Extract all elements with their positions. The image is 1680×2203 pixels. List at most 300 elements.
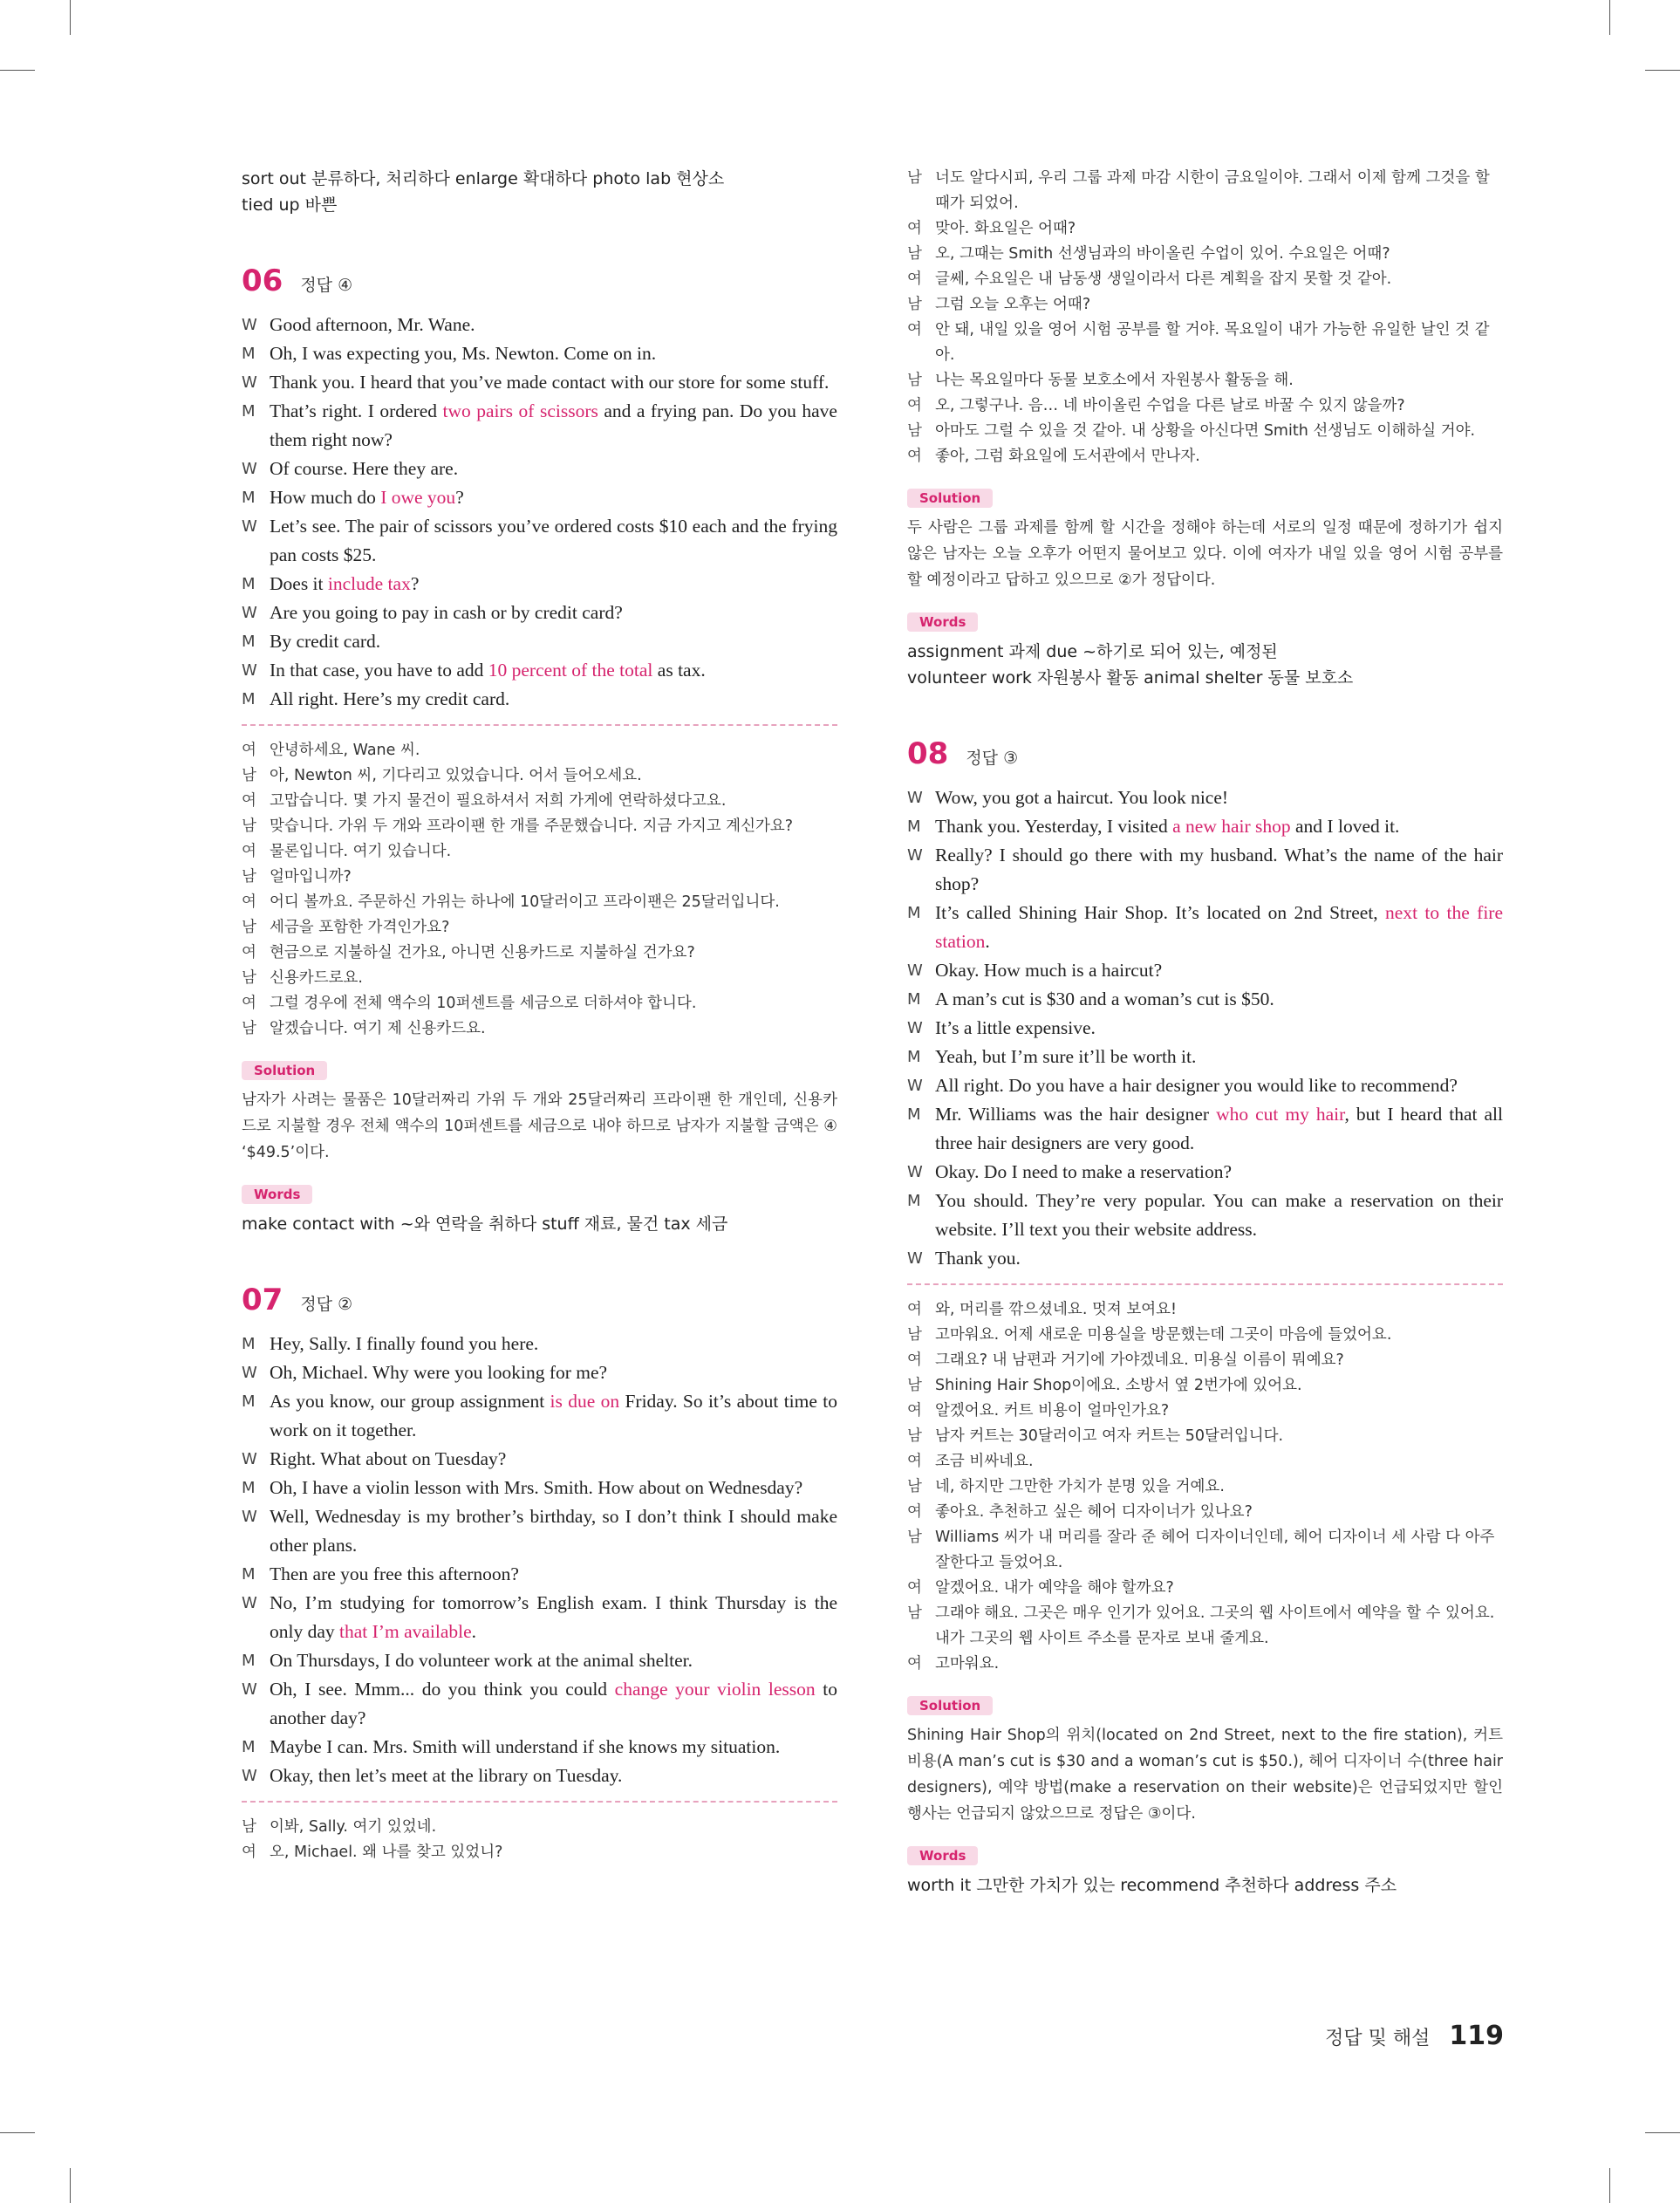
speaker-label: 남 xyxy=(907,1604,922,1622)
dialogue-text xyxy=(270,1387,837,1445)
highlighted-phrase: that I’m available xyxy=(339,1621,472,1642)
speaker-label: M xyxy=(242,1565,256,1584)
translation-text: 그래야 해요. 그곳은 매우 인기가 있어요. 그곳의 웹 사이트에서 예약을 할 수 있어요. 내가 그곳의 웹 사이트 주소를 문자로 보내 줄게요. xyxy=(935,1604,1495,1647)
translation-text: 오, Michael. 왜 나를 찾고 있었니? xyxy=(270,1844,503,1861)
dialogue-text-part: ? xyxy=(410,573,420,594)
dialogue-text-part: All right. Here’s my credit card. xyxy=(270,688,510,709)
translation-text: 어디 볼까요. 주문하신 가위는 하나에 10달러이고 프라이팬은 25달러입니다. xyxy=(270,893,780,911)
translation-line xyxy=(907,1449,1503,1474)
speaker-label: 남 xyxy=(242,1020,256,1037)
translation-text: 고마워요. 어제 새로운 미용실을 방문했는데 그곳이 마음에 들었어요. xyxy=(935,1326,1392,1344)
speaker-label: M xyxy=(242,1392,256,1411)
dialogue-text-part: Okay, then let’s meet at the library on Tuesday. xyxy=(270,1765,623,1786)
speaker-label: M xyxy=(242,1738,256,1756)
speaker-label: 여 xyxy=(242,893,256,911)
translation-line xyxy=(907,1424,1503,1449)
speaker-label: M xyxy=(242,575,256,593)
words-badge: Words xyxy=(242,1185,312,1204)
question-06-header xyxy=(242,263,837,298)
speaker-label: M xyxy=(907,904,921,922)
translation-text: 그럼 오늘 오후는 어때? xyxy=(935,296,1091,313)
q06-dialogue xyxy=(242,311,837,714)
translation-text: 조금 비싸네요. xyxy=(935,1453,1034,1470)
translation-line xyxy=(242,814,837,839)
dialogue-text xyxy=(935,1187,1503,1244)
dialogue-text-part: Okay. How much is a haircut? xyxy=(935,960,1163,981)
translation-line xyxy=(907,1652,1503,1677)
dialogue-text xyxy=(935,1014,1503,1043)
dialogue-text xyxy=(270,1445,837,1474)
q07-translation-part2 xyxy=(907,166,1503,469)
dialogue-text-part: Let’s see. The pair of scissors you’ve ordered costs $10 each and the frying pan costs $25. xyxy=(270,516,837,565)
top-words-line: tied up 바쁜 xyxy=(242,195,338,215)
translation-line xyxy=(242,738,837,763)
speaker-label: 여 xyxy=(907,1579,922,1597)
speaker-label: W xyxy=(242,1680,257,1699)
translation-text: 안 돼, 내일 있을 영어 시험 공부를 할 거야. 목요일이 내가 가능한 유일한 날인 것 같아. xyxy=(935,321,1490,364)
translation-line xyxy=(907,419,1503,444)
highlighted-phrase: who cut my hair xyxy=(1216,1104,1345,1125)
dialogue-text-part: Thank you. I heard that you’ve made contact with our store for some stuff. xyxy=(270,372,830,393)
dialogue-line xyxy=(242,1502,837,1560)
translation-line xyxy=(242,763,837,789)
translation-text: 너도 알다시피, 우리 그룹 과제 마감 시한이 금요일이야. 그래서 이제 함께 그것을 할 때가 되었어. xyxy=(935,169,1490,212)
speaker-label: 여 xyxy=(242,995,256,1012)
dialogue-text-part: It’s a little expensive. xyxy=(935,1017,1096,1038)
dialogue-text xyxy=(935,1100,1503,1158)
speaker-label: M xyxy=(242,1335,256,1353)
translation-line xyxy=(242,941,837,966)
speaker-label: 남 xyxy=(907,1377,922,1394)
dialogue-text-part: Are you going to pay in cash or by credit card? xyxy=(270,602,623,623)
crop-mark xyxy=(1645,2132,1680,2133)
translation-line xyxy=(907,1297,1503,1323)
speaker-label: 여 xyxy=(907,1453,922,1470)
speaker-label: W xyxy=(242,373,257,392)
speaker-label: W xyxy=(242,1364,257,1382)
speaker-label: W xyxy=(907,961,923,980)
dialogue-text xyxy=(270,1675,837,1733)
dialogue-text xyxy=(935,1244,1503,1273)
speaker-label: W xyxy=(242,1450,257,1468)
crop-mark xyxy=(0,2132,35,2133)
dashed-divider xyxy=(242,724,837,726)
speaker-label: 여 xyxy=(242,742,256,759)
dialogue-line xyxy=(907,1158,1503,1187)
page-footer xyxy=(1325,2021,1504,2051)
translation-line xyxy=(907,1500,1503,1525)
dialogue-text-part: Okay. Do I need to make a reservation? xyxy=(935,1161,1233,1182)
dialogue-line xyxy=(242,455,837,483)
dialogue-text-part: Maybe I can. Mrs. Smith will understand if she knows my situation. xyxy=(270,1736,781,1757)
dialogue-line xyxy=(242,627,837,656)
speaker-label: 여 xyxy=(907,1402,922,1420)
dialogue-text xyxy=(270,397,837,455)
dialogue-text-part: How much do xyxy=(270,487,381,508)
dialogue-line xyxy=(242,1646,837,1675)
question-number: 08 xyxy=(907,736,949,771)
question-08-header xyxy=(907,736,1503,771)
dialogue-text xyxy=(270,1358,837,1387)
q06-solution-text: 남자가 사려는 물품은 10달러짜리 가위 두 개와 25달러짜리 프라이팬 한 개인데, 신용카드로 지불할 경우 전체 액수의 10퍼센트를 세금으로 내야 하므로 남자가 지불할 금액은 ④ ‘$49.5’이다. xyxy=(242,1091,837,1161)
speaker-label: W xyxy=(907,1163,923,1181)
translation-line xyxy=(242,890,837,915)
translation-text: 얼마입니까? xyxy=(270,868,352,886)
translation-line xyxy=(907,1323,1503,1348)
speaker-label: M xyxy=(907,818,921,836)
dialogue-text xyxy=(270,1560,837,1589)
translation-text: 현금으로 지불하실 건가요, 아니면 신용카드로 지불하실 건가요? xyxy=(270,944,695,961)
translation-text: 이봐, Sally. 여기 있었네. xyxy=(270,1818,437,1836)
speaker-label: 여 xyxy=(907,397,922,414)
dialogue-line xyxy=(242,1387,837,1445)
translation-text: 네, 하지만 그만한 가치가 분명 있을 거예요. xyxy=(935,1478,1225,1495)
translation-line xyxy=(242,1815,837,1840)
answer-label: 정답 ④ xyxy=(300,276,353,295)
translation-line xyxy=(907,242,1503,267)
dialogue-text-part: On Thursdays, I do volunteer work at the animal shelter. xyxy=(270,1650,693,1671)
speaker-label: M xyxy=(907,1048,921,1066)
words-badge: Words xyxy=(907,1846,978,1865)
speaker-label: 여 xyxy=(242,792,256,810)
dialogue-text xyxy=(270,483,837,512)
translation-line xyxy=(242,1840,837,1865)
translation-line xyxy=(242,839,837,865)
dialogue-text-part: It’s called Shining Hair Shop. It’s located on 2nd Street, xyxy=(935,902,1386,923)
dialogue-text-part: Really? I should go there with my husband. What’s the name of the hair shop? xyxy=(935,845,1503,894)
speaker-label: M xyxy=(242,402,256,421)
dialogue-text xyxy=(270,455,837,483)
dialogue-line xyxy=(242,1762,837,1790)
dialogue-text-part: By credit card. xyxy=(270,631,381,652)
speaker-label: W xyxy=(242,604,257,622)
crop-mark xyxy=(0,70,35,71)
speaker-label: M xyxy=(242,1652,256,1670)
speaker-label: W xyxy=(242,316,257,334)
crop-mark xyxy=(70,0,71,35)
dialogue-text xyxy=(935,783,1503,812)
crop-mark xyxy=(1609,0,1610,35)
crop-mark xyxy=(1645,70,1680,71)
speaker-label: 여 xyxy=(907,321,922,339)
speaker-label: 여 xyxy=(907,270,922,288)
speaker-label: W xyxy=(242,460,257,478)
translation-text: 나는 목요일마다 동물 보호소에서 자원봉사 활동을 해. xyxy=(935,372,1294,389)
speaker-label: M xyxy=(242,633,256,651)
dialogue-text-part: Mr. Williams was the hair designer xyxy=(935,1104,1217,1125)
translation-text: 아마도 그럴 수 있을 것 같아. 내 상황을 아신다면 Smith 선생님도 이해하실 거야. xyxy=(935,422,1476,440)
dialogue-text-part: In that case, you have to add xyxy=(270,660,488,681)
speaker-label: 여 xyxy=(242,843,256,860)
translation-text: 그럴 경우에 전체 액수의 10퍼센트를 세금으로 더하셔야 합니다. xyxy=(270,995,697,1012)
speaker-label: W xyxy=(242,661,257,680)
dialogue-text xyxy=(935,1071,1503,1100)
dialogue-line xyxy=(242,483,837,512)
translation-line xyxy=(907,1474,1503,1500)
dialogue-text-part: That’s right. I ordered xyxy=(270,400,443,421)
translation-text: Shining Hair Shop이에요. 소방서 옆 2번가에 있어요. xyxy=(935,1377,1302,1394)
translation-line xyxy=(907,1399,1503,1424)
translation-text: 맞습니다. 가위 두 개와 프라이팬 한 개를 주문했습니다. 지금 가지고 계신가요? xyxy=(270,818,794,835)
q07-words-text: volunteer work 자원봉사 활동 animal shelter 동물 보호소 xyxy=(907,668,1354,688)
speaker-label: 남 xyxy=(907,1427,922,1445)
dialogue-text xyxy=(270,1733,837,1762)
translation-line xyxy=(907,368,1503,393)
speaker-label: 여 xyxy=(907,1301,922,1318)
dialogue-text-part: Well, Wednesday is my brother’s birthday, so I don’t think I should make other plans. xyxy=(270,1506,837,1556)
dialogue-text xyxy=(270,656,837,685)
translation-line xyxy=(907,292,1503,318)
crop-mark xyxy=(70,2168,71,2203)
speaker-label: 남 xyxy=(907,1326,922,1344)
question-number: 07 xyxy=(242,1283,283,1317)
dialogue-text xyxy=(270,368,837,397)
speaker-label: W xyxy=(907,1019,923,1037)
dialogue-text-part: Wow, you got a haircut. You look nice! xyxy=(935,787,1229,808)
dialogue-line xyxy=(907,1071,1503,1100)
dialogue-text-part: Oh, Michael. Why were you looking for me? xyxy=(270,1362,608,1383)
translation-text: 와, 머리를 깎으셨네요. 멋져 보여요! xyxy=(935,1301,1178,1318)
dialogue-text-part: Thank you. xyxy=(935,1248,1021,1269)
speaker-label: 남 xyxy=(907,296,922,313)
translation-line xyxy=(242,966,837,991)
speaker-label: W xyxy=(907,846,923,865)
page-number: 119 xyxy=(1449,2021,1504,2051)
translation-line xyxy=(907,318,1503,368)
solution-badge: Solution xyxy=(907,1696,993,1715)
speaker-label: M xyxy=(242,345,256,363)
dialogue-line xyxy=(242,685,837,714)
translation-text: 맞아. 화요일은 어때? xyxy=(935,220,1076,237)
dialogue-line xyxy=(907,1187,1503,1244)
q07-translation-part1 xyxy=(242,1815,837,1865)
q07-dialogue xyxy=(242,1330,837,1790)
speaker-label: 남 xyxy=(242,969,256,987)
dashed-divider xyxy=(907,1283,1503,1285)
dialogue-text-part: . xyxy=(985,931,990,952)
translation-text: 세금을 포함한 가격인가요? xyxy=(270,919,450,936)
dialogue-text xyxy=(935,1043,1503,1071)
highlighted-phrase: next to the fire station xyxy=(935,902,1504,952)
dialogue-text-part: Yeah, but I’m sure it’ll be worth it. xyxy=(935,1046,1197,1067)
speaker-label: W xyxy=(907,789,923,807)
dialogue-text-part: as tax. xyxy=(652,660,706,681)
dialogue-text xyxy=(270,1762,837,1790)
dialogue-text-part: ? xyxy=(455,487,464,508)
dialogue-text-part: Thank you. Yesterday, I visited xyxy=(935,816,1173,837)
translation-text: 물론입니다. 여기 있습니다. xyxy=(270,843,452,860)
answer-label: 정답 ② xyxy=(300,1295,353,1314)
q06-words-text: make contact with ~와 연락을 취하다 stuff 재료, 물건 tax 세금 xyxy=(242,1214,728,1234)
translation-line xyxy=(907,1525,1503,1576)
dialogue-text-part: and I loved it. xyxy=(1290,816,1400,837)
highlighted-phrase: two pairs of scissors xyxy=(442,400,598,421)
dialogue-text xyxy=(270,311,837,339)
dialogue-text-part: and a frying pan. Do you have them right now? xyxy=(270,400,837,450)
translation-text: 좋아, 그럼 화요일에 도서관에서 만나자. xyxy=(935,448,1200,465)
speaker-label: 남 xyxy=(907,245,922,263)
words-badge: Words xyxy=(907,612,978,632)
translation-line xyxy=(907,166,1503,216)
dialogue-text-part: Hey, Sally. I finally found you here. xyxy=(270,1333,539,1354)
crop-mark xyxy=(1609,2168,1610,2203)
dialogue-text xyxy=(270,1330,837,1358)
translation-text: 글쎄, 수요일은 내 남동생 생일이라서 다른 계획을 잡지 못할 것 같아. xyxy=(935,270,1392,288)
dialogue-text-part: Oh, I was expecting you, Ms. Newton. Come on in. xyxy=(270,343,657,364)
speaker-label: M xyxy=(907,990,921,1009)
dialogue-text-part: Friday. So it’s about time to work on it together. xyxy=(270,1391,837,1440)
translation-line xyxy=(907,393,1503,419)
speaker-label: 남 xyxy=(907,169,922,187)
dialogue-text xyxy=(270,1474,837,1502)
dialogue-line xyxy=(907,1043,1503,1071)
question-number: 06 xyxy=(242,263,283,298)
speaker-label: 남 xyxy=(242,919,256,936)
dialogue-text-part: Of course. Here they are. xyxy=(270,458,459,479)
translation-line xyxy=(907,216,1503,242)
translation-text: 알겠어요. 내가 예약을 해야 할까요? xyxy=(935,1579,1174,1597)
dialogue-line xyxy=(242,1445,837,1474)
dialogue-text xyxy=(935,812,1503,841)
highlighted-phrase: a new hair shop xyxy=(1172,816,1291,837)
dialogue-text-part: Then are you free this afternoon? xyxy=(270,1563,519,1584)
dialogue-text xyxy=(935,956,1503,985)
dialogue-text xyxy=(270,512,837,570)
speaker-label: W xyxy=(242,1767,257,1785)
dialogue-line xyxy=(242,512,837,570)
dialogue-text xyxy=(270,570,837,599)
speaker-label: 남 xyxy=(907,422,922,440)
speaker-label: 남 xyxy=(242,818,256,835)
dialogue-text-part: . xyxy=(471,1621,477,1642)
answer-label: 정답 ③ xyxy=(966,749,1019,768)
dialogue-line xyxy=(242,339,837,368)
solution-badge: Solution xyxy=(242,1061,327,1080)
speaker-label: M xyxy=(242,489,256,507)
translation-line xyxy=(907,1601,1503,1652)
speaker-label: W xyxy=(242,1594,257,1612)
dialogue-line xyxy=(907,783,1503,812)
dialogue-text xyxy=(270,1646,837,1675)
speaker-label: 여 xyxy=(242,944,256,961)
dialogue-text-part: Good afternoon, Mr. Wane. xyxy=(270,314,475,335)
dialogue-line xyxy=(242,1589,837,1646)
dialogue-line xyxy=(242,570,837,599)
footer-label: 정답 및 해설 xyxy=(1325,2028,1431,2049)
speaker-label: 남 xyxy=(907,1478,922,1495)
translation-text: 아, Newton 씨, 기다리고 있었습니다. 어서 들어오세요. xyxy=(270,767,642,784)
dialogue-text xyxy=(935,841,1503,899)
q07-words-text: assignment 과제 due ~하기로 되어 있는, 예정된 xyxy=(907,642,1278,661)
translation-text: 고마워요. xyxy=(935,1655,1000,1673)
speaker-label: W xyxy=(242,1508,257,1526)
translation-line xyxy=(242,1016,837,1042)
solution-badge: Solution xyxy=(907,489,993,508)
translation-line xyxy=(242,991,837,1016)
dialogue-line xyxy=(907,841,1503,899)
dialogue-text-part: All right. Do you have a hair designer you would like to recommend? xyxy=(935,1075,1458,1096)
speaker-label: M xyxy=(242,690,256,708)
translation-line xyxy=(907,1373,1503,1399)
dialogue-line xyxy=(242,656,837,685)
translation-line xyxy=(242,865,837,890)
translation-text: 오, 그렇구나. 음… 네 바이올린 수업을 다른 날로 바꿀 수 있지 않을까? xyxy=(935,397,1405,414)
highlighted-phrase: I owe you xyxy=(380,487,456,508)
highlighted-phrase: is due on xyxy=(550,1391,620,1412)
translation-line xyxy=(907,444,1503,469)
speaker-label: M xyxy=(907,1192,921,1210)
dialogue-line xyxy=(242,397,837,455)
dialogue-line xyxy=(907,956,1503,985)
top-words-line: sort out 분류하다, 처리하다 enlarge 확대하다 photo lab 현상소 xyxy=(242,169,725,188)
dialogue-line xyxy=(907,1014,1503,1043)
dialogue-line xyxy=(242,1330,837,1358)
translation-text: 고맙습니다. 몇 가지 물건이 필요하셔서 저희 가게에 연락하셨다고요. xyxy=(270,792,727,810)
dialogue-text-part: to another day? xyxy=(270,1679,837,1728)
q08-words-text: worth it 그만한 가치가 있는 recommend 추천하다 address 주소 xyxy=(907,1876,1397,1895)
q08-solution-text: Shining Hair Shop의 위치(located on 2nd Street, next to the fire station), 커트 비용(A man’s cut is $30 and a woman’s cut is $50.), 헤어 디자이너 수(three hair designers), 예약 방법(make a reservation on their website)은 언급되었지만 할인 행사는 언급되지 않았으므로 정답은 ③이다. xyxy=(907,1727,1503,1823)
dialogue-text xyxy=(270,1502,837,1560)
dialogue-line xyxy=(907,812,1503,841)
translation-text: 알겠어요. 커트 비용이 얼마인가요? xyxy=(935,1402,1170,1420)
dialogue-text-part: You should. They’re very popular. You can make a reservation on their website. I’ll text you their website address. xyxy=(935,1190,1503,1240)
translation-text: 남자 커트는 30달러이고 여자 커트는 50달러입니다. xyxy=(935,1427,1284,1445)
dialogue-line xyxy=(242,599,837,627)
q06-translation xyxy=(242,738,837,1042)
translation-text: 알겠습니다. 여기 제 신용카드요. xyxy=(270,1020,486,1037)
speaker-label: 남 xyxy=(242,1818,256,1836)
dialogue-line xyxy=(907,1244,1503,1273)
q07-solution-text: 두 사람은 그룹 과제를 함께 할 시간을 정해야 하는데 서로의 일정 때문에 정하기가 쉽지 않은 남자는 오늘 오후가 어떤지 물어보고 있다. 이에 여자가 내일 있을 영어 시험 공부를 할 예정이라고 답하고 있으므로 ②가 정답이다. xyxy=(907,519,1503,589)
translation-line xyxy=(242,915,837,941)
dashed-divider xyxy=(242,1801,837,1803)
speaker-label: 여 xyxy=(242,1844,256,1861)
dialogue-text-part: A man’s cut is $30 and a woman’s cut is $50. xyxy=(935,989,1274,1009)
speaker-label: W xyxy=(242,517,257,536)
translation-line xyxy=(907,1576,1503,1601)
speaker-label: M xyxy=(242,1479,256,1497)
dialogue-line xyxy=(242,368,837,397)
dialogue-text xyxy=(935,1158,1503,1187)
speaker-label: 남 xyxy=(242,868,256,886)
dialogue-text-part: Right. What about on Tuesday? xyxy=(270,1448,507,1469)
dialogue-text xyxy=(935,899,1503,956)
q08-translation xyxy=(907,1297,1503,1677)
highlighted-phrase: 10 percent of the total xyxy=(488,660,653,681)
dialogue-line xyxy=(242,1474,837,1502)
dialogue-text-part: No, I’m studying for tomorrow’s English exam. I think Thursday is the only day xyxy=(270,1592,837,1642)
dialogue-text xyxy=(270,339,837,368)
speaker-label: 남 xyxy=(907,372,922,389)
left-column xyxy=(242,166,837,1865)
q08-dialogue xyxy=(907,783,1503,1273)
right-column xyxy=(907,166,1503,1899)
translation-text: Williams 씨가 내 머리를 잘라 준 헤어 디자이너인데, 헤어 디자이너 세 사람 다 아주 잘한다고 들었어요. xyxy=(935,1529,1495,1571)
translation-line xyxy=(242,789,837,814)
translation-text: 오, 그때는 Smith 선생님과의 바이올린 수업이 있어. 수요일은 어때? xyxy=(935,245,1390,263)
speaker-label: 남 xyxy=(907,1529,922,1546)
dialogue-text-part: Does it xyxy=(270,573,328,594)
dialogue-line xyxy=(907,1100,1503,1158)
speaker-label: 남 xyxy=(242,767,256,784)
dialogue-line xyxy=(242,1358,837,1387)
dialogue-text xyxy=(270,627,837,656)
translation-line xyxy=(907,1348,1503,1373)
dialogue-text xyxy=(935,985,1503,1014)
speaker-label: 여 xyxy=(907,1351,922,1369)
highlighted-phrase: change your violin lesson xyxy=(614,1679,816,1700)
speaker-label: W xyxy=(907,1249,923,1268)
